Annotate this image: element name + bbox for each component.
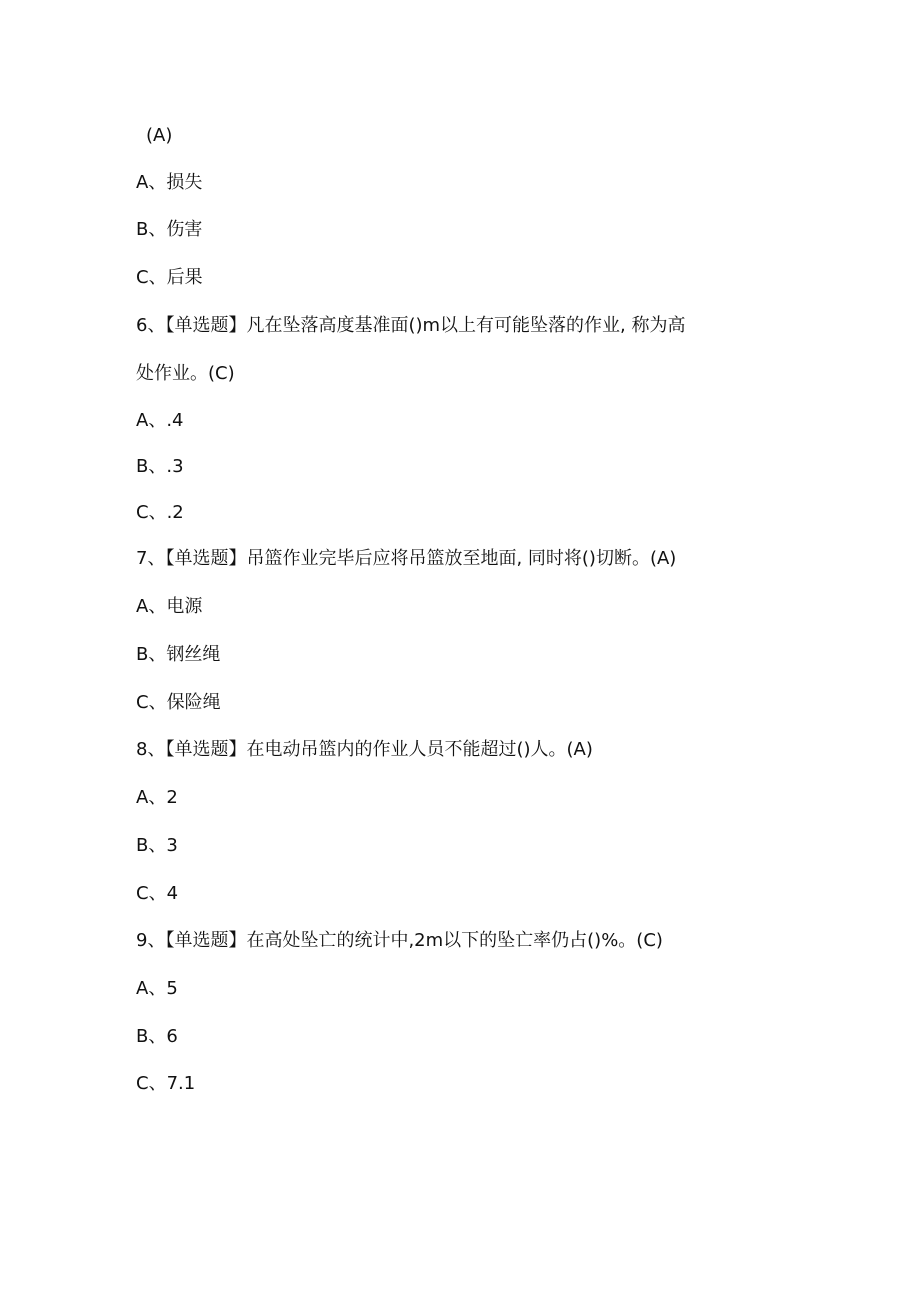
question-9-option-c: C、7.1 [136, 1073, 196, 1094]
answer-line: (A) [146, 125, 173, 146]
question-8-option-c: C、4 [136, 883, 179, 904]
question-8-option-a: A、2 [136, 787, 178, 808]
question-6-line-1: 6、【单选题】凡在坠落高度基准面()m以上有可能坠落的作业, 称为高 [136, 315, 686, 336]
option-c-line: C、后果 [136, 267, 203, 288]
question-7-option-c: C、保险绳 [136, 692, 221, 713]
option-b-line: B、伤害 [136, 219, 203, 240]
question-7-option-a: A、电源 [136, 596, 203, 617]
question-8-option-b: B、3 [136, 835, 178, 856]
question-6-line-2: 处作业。(C) [136, 363, 235, 384]
question-9-option-b: B、6 [136, 1026, 178, 1047]
option-a-line: A、损失 [136, 172, 203, 193]
question-9-line: 9、【单选题】在高处坠亡的统计中,2m以下的坠亡率仍占()%。(C) [136, 930, 663, 951]
question-6-option-b: B、.3 [136, 456, 184, 477]
question-6-option-c: C、.2 [136, 502, 184, 523]
question-9-option-a: A、5 [136, 978, 178, 999]
question-7-option-b: B、钢丝绳 [136, 644, 221, 665]
question-7-line: 7、【单选题】吊篮作业完毕后应将吊篮放至地面, 同时将()切断。(A) [136, 548, 677, 569]
question-8-line: 8、【单选题】在电动吊篮内的作业人员不能超过()人。(A) [136, 739, 593, 760]
question-6-option-a: A、.4 [136, 410, 184, 431]
